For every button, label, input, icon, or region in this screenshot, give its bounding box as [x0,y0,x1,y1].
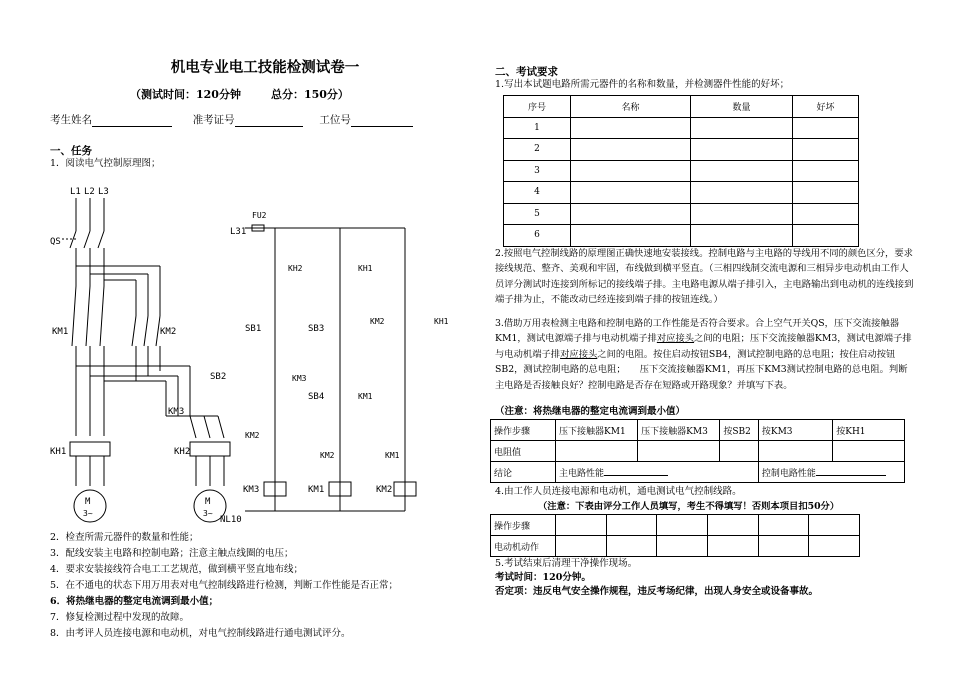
label-km3-coil: KM3 [243,485,260,495]
veto-items: 否定项：违反电气安全操作规程，违反考场纪律，出现人身安全或设备事故。 [495,586,819,597]
task-item: 4．要求安装接线符合电工工艺规范，做到横平竖直地布线； [50,564,304,575]
candidate-fields [50,112,413,127]
name-label: 考生姓名 [50,114,92,126]
label-l1: L1 [70,187,81,197]
table-row [504,117,859,139]
task-item: 3．配线安装主电路和控制电路；注意主触点线圈的电压； [50,548,294,559]
label-nl10: NL10 [220,515,242,525]
cell[interactable] [571,139,691,161]
row-label: 电阻值 [491,441,556,462]
cell[interactable] [691,182,793,204]
label-km3-main: KM3 [168,407,185,417]
cell[interactable] [707,515,758,536]
label-km1-coil: KM1 [308,485,325,495]
req-3-underline: 对应接头 [656,333,695,345]
task-item: 2．检查所需元器件的数量和性能； [50,532,199,543]
label-kh1-ctrl: KH1 [358,264,373,273]
label-km1-ctrl-2: KM1 [385,451,400,460]
row-index: 1 [504,117,571,139]
exam-time: 考试时间：120分钟。 [495,572,591,583]
label-km2-ctrl-3: KM2 [320,451,335,460]
cell[interactable] [691,225,793,247]
cell[interactable] [793,203,859,225]
total-score: 总分：150分） [270,88,349,101]
label-km1: KM1 [52,327,69,337]
label-sb1: SB1 [245,324,262,334]
cell-header: 压下接触器KM3 [638,420,720,441]
table-row [504,139,859,161]
label-sb4: SB4 [308,392,325,402]
label-kh1: KH1 [50,447,67,457]
table-row [491,462,905,483]
cell[interactable] [691,160,793,182]
req-3-text: 之间的电阻；压下交流接触器KM3，测试电源端子排与电动机端子排 [495,333,912,360]
motor-2-type: 3~ [203,509,213,518]
label-km2-coil: KM2 [376,485,393,495]
task-item: 5．在不通电的状态下用万用表对电气控制线路进行检测，判断工作性能是否正常； [50,580,399,591]
req-3-text: 之间的电阻。按住启动按钮SB4，测试控制电路的总电阻；按住启动按钮SB2，测试控制电路的总电阻； 压下交流接触器KM1，再压下KM3测试控制电路的总电阻。判断主电路是否接触良好？控制电路是否存在短路或开路现象？并填写下表。 [495,348,908,391]
cell[interactable] [571,225,691,247]
label-kh2: KH2 [174,447,191,457]
page-title: 机电专业电工技能检测试卷一 [170,59,360,76]
cell-main-circuit[interactable] [556,462,759,483]
col-header: 好坏 [793,96,859,118]
main-circuit-label: 主电路性能 [559,469,605,479]
cell[interactable] [556,536,607,557]
row-index: 4 [504,182,571,204]
operation-table [490,514,860,557]
row-index: 3 [504,160,571,182]
main-circuit [50,187,230,522]
table-row [491,536,860,557]
label-km2-ctrl: KM2 [370,317,385,326]
cell[interactable] [556,441,638,462]
cell-header: 按SB2 [720,420,759,441]
subtitle [130,86,379,102]
note-staff-only: （注意：下表由评分工作人员填写，考生不得填写！否则本项目扣50分） [538,501,840,512]
seat-label: 工位号 [319,114,351,126]
label-fu2: FU2 [252,211,267,220]
cell[interactable] [720,441,759,462]
label-km2-ctrl-2: KM2 [245,431,260,440]
cell[interactable] [793,225,859,247]
cell[interactable] [571,160,691,182]
row-index: 2 [504,139,571,161]
name-field[interactable] [92,114,172,127]
cell[interactable] [657,515,708,536]
task-list [50,530,398,642]
cell[interactable] [691,139,793,161]
label-l2: L2 [84,187,95,197]
req-2: 2.按照电气控制线路的原理图正确快速地安装接线。控制电路与主电路的导线用不同的颜色区分，要求接线规范、整齐、美观和牢固，布线做到横平竖直。（三相四线制交流电源和三相异步电动机由工作人员评分测试时连接到所标记的接线端子排。主电路电源从端子排引入，主电路输出到电动机的连线接到端子排为止，不能改动已经连接到端子排的按钮连线。） [495,248,914,306]
cell[interactable] [571,117,691,139]
cell[interactable] [793,160,859,182]
seat-field[interactable] [351,114,413,127]
row-label: 结论 [491,462,556,483]
task-item: 6．将热继电器的整定电流调到最小值； [50,596,219,607]
section-task: 一、任务 [50,145,92,157]
col-header: 数量 [691,96,793,118]
label-kh2-ctrl: KH2 [288,264,303,273]
id-label: 准考证号 [192,114,235,126]
label-sb2: SB2 [210,372,227,382]
component-table [503,95,859,247]
row-label: 操作步骤 [491,515,556,536]
req-3-underline: 对应接头 [560,348,598,360]
label-kh1-ctrl-2: KH1 [434,317,449,326]
label-sb3: SB3 [308,324,325,334]
task-item: 8．由考评人员连接电源和电动机，对电气控制线路进行通电测试评分。 [50,628,351,639]
col-header: 序号 [504,96,571,118]
motor-1-label: M [85,497,91,507]
table-row [491,441,905,462]
col-header: 名称 [571,96,691,118]
id-field[interactable] [235,114,303,127]
cell[interactable] [833,441,905,462]
cell[interactable] [638,441,720,462]
table-row [504,203,859,225]
cell[interactable] [707,536,758,557]
cell[interactable] [691,203,793,225]
section-requirements: 二、考试要求 [495,66,558,78]
table-row [491,515,860,536]
req-3 [495,316,915,393]
label-km2: KM2 [160,327,177,337]
cell[interactable] [606,536,657,557]
cell[interactable] [758,441,832,462]
cell-header: 压下接触器KM1 [556,420,638,441]
cell[interactable] [571,203,691,225]
cell[interactable] [809,536,860,557]
row-index: 5 [504,203,571,225]
note-thermal-relay: （注意：将热继电器的整定电流调到最小值） [495,406,686,417]
cell[interactable] [556,515,607,536]
test-table [490,419,905,483]
circuit-diagram [40,176,455,531]
label-qs: QS [50,237,61,247]
task-item: 7．修复检测过程中发现的故障。 [50,612,190,623]
label-km3-ctrl: KM3 [292,374,307,383]
cell[interactable] [793,139,859,161]
cell[interactable] [758,536,809,557]
table-row [504,182,859,204]
table-row [504,225,859,247]
cell[interactable] [571,182,691,204]
label-l31: L31 [230,227,247,237]
task-item-1: 1．阅读电气控制原理图； [50,158,161,169]
test-time: （测试时间：120分钟 [130,88,241,101]
req-4: 4.由工作人员连接电源和电动机，通电测试电气控制线路。 [495,486,742,497]
control-circuit-label: 控制电路性能 [761,469,816,479]
cell[interactable] [793,182,859,204]
req-5: 5.考试结束后清理干净操作现场。 [495,558,638,569]
cell[interactable] [793,117,859,139]
cell-control-circuit[interactable] [758,462,904,483]
table-row [504,160,859,182]
row-index: 6 [504,225,571,247]
motor-1-type: 3~ [83,509,93,518]
cell[interactable] [691,117,793,139]
req-3-text: 3.借助万用表检测主电路和控制电路的工作性能是否符合要求。合上空气开关QS，压下交流接触器KM1，测试电源端子排与电动机端子排 [495,318,900,345]
cell[interactable] [606,515,657,536]
cell-header: 操作步骤 [491,420,556,441]
cell[interactable] [758,515,809,536]
label-l3: L3 [98,187,109,197]
cell[interactable] [657,536,708,557]
table-row [491,420,905,441]
row-label: 电动机动作 [491,536,556,557]
req-1: 1.写出本试题电路所需元器件的名称和数量，并检测器件性能的好坏； [495,79,790,90]
cell[interactable] [809,515,860,536]
cell-header: 按KM3 [758,420,832,441]
control-circuit [210,211,449,525]
label-km1-ctrl: KM1 [358,392,373,401]
motor-2-label: M [205,497,211,507]
cell-header: 按KH1 [833,420,905,441]
